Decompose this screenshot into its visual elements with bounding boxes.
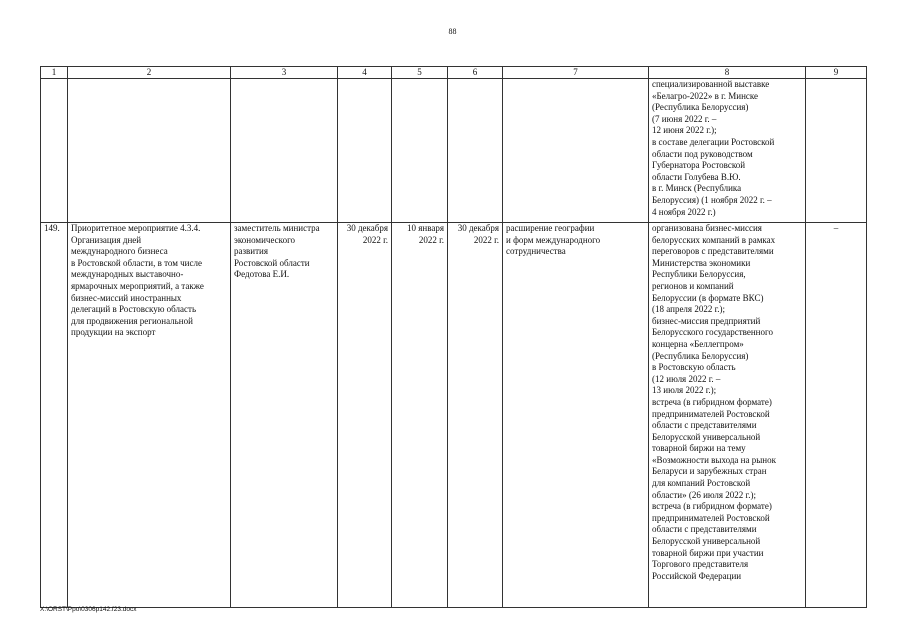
text-line: 2022 г. bbox=[418, 234, 444, 245]
text-line: Белоруссии (в формате ВКС) bbox=[652, 292, 764, 303]
cell-empty bbox=[68, 79, 231, 223]
text-line: 12 июня 2022 г.); bbox=[652, 125, 717, 136]
cell-achieved-result bbox=[649, 223, 806, 608]
text-line: бизнес-миссий иностранных bbox=[71, 292, 182, 303]
cell-row-number: 149. bbox=[41, 223, 68, 608]
header-cell-1: 1 bbox=[41, 67, 68, 79]
header-cell-2: 2 bbox=[68, 67, 231, 79]
text-line: 2022 г. bbox=[473, 234, 499, 245]
header-cell-6: 6 bbox=[448, 67, 503, 79]
text-line: международного бизнеса bbox=[71, 246, 168, 257]
text-line: и форм международного bbox=[506, 234, 601, 245]
text-line: предпринимателей Ростовской bbox=[652, 408, 770, 419]
text-line: (Республика Белоруссия) bbox=[652, 102, 749, 113]
text-line: бизнес-миссия предприятий bbox=[652, 315, 761, 326]
text-line: Белоруссия) (1 ноября 2022 г. – bbox=[652, 194, 772, 205]
text-line: «Белагро-2022» в г. Минске bbox=[652, 90, 759, 101]
text-line: Российской Федерации bbox=[652, 570, 742, 581]
cell-empty bbox=[503, 79, 649, 223]
header-cell-4: 4 bbox=[338, 67, 392, 79]
cell-empty bbox=[231, 79, 338, 223]
text-line: (Республика Белоруссия) bbox=[652, 350, 749, 361]
text-line: международных выставочно- bbox=[71, 269, 184, 280]
header-cell-5: 5 bbox=[392, 67, 448, 79]
cell-notes: – bbox=[806, 223, 867, 608]
text-line: заместитель министра bbox=[234, 223, 320, 233]
text-line: 2022 г. bbox=[362, 234, 388, 245]
header-cell-3: 3 bbox=[231, 67, 338, 79]
text-line: Белорусской универсальной bbox=[652, 536, 761, 547]
text-line: Министерства экономики bbox=[652, 257, 751, 268]
text-line: товарной биржи при участии bbox=[652, 547, 764, 558]
text-line: (12 июля 2022 г. – bbox=[652, 373, 721, 384]
cell-actual-end bbox=[448, 223, 503, 608]
cell-results-continued bbox=[649, 79, 806, 223]
text-line: сотрудничества bbox=[506, 246, 566, 257]
text-line: переговоров с представителями bbox=[652, 246, 774, 257]
cell-activity bbox=[68, 223, 231, 608]
text-line: для продвижения региональной bbox=[71, 315, 193, 326]
cell-responsible bbox=[231, 223, 338, 608]
text-line: «Возможности выхода на рынок bbox=[652, 454, 776, 465]
cell-empty bbox=[338, 79, 392, 223]
text-line: Федотова Е.И. bbox=[234, 269, 290, 280]
text-line: в составе делегации Ростовской bbox=[652, 136, 775, 147]
text-line: 4 ноября 2022 г.) bbox=[652, 206, 716, 217]
text-line: концерна «Беллегпром» bbox=[652, 338, 744, 349]
cell-empty bbox=[448, 79, 503, 223]
text-line: Ростовской области bbox=[234, 257, 310, 268]
text-line: Организация дней bbox=[71, 234, 142, 245]
text-line: товарной биржи на тему bbox=[652, 443, 746, 454]
text-line: 10 января bbox=[407, 223, 444, 233]
header-cell-9: 9 bbox=[806, 67, 867, 79]
text-line: 30 декабря bbox=[346, 223, 388, 233]
report-table bbox=[40, 66, 867, 608]
text-line: 13 июля 2022 г.); bbox=[652, 385, 717, 396]
text-line: области» (26 июля 2022 г.); bbox=[652, 489, 756, 500]
text-line: области с представителями bbox=[652, 420, 757, 431]
text-line: встреча (в гибридном формате) bbox=[652, 501, 772, 512]
text-line: в Ростовской области, в том числе bbox=[71, 257, 202, 268]
text-line: продукции на экспорт bbox=[71, 327, 156, 338]
text-line: регионов и компаний bbox=[652, 280, 734, 291]
text-line: Беларуси и зарубежных стран bbox=[652, 466, 767, 477]
text-line: Торгового представителя bbox=[652, 559, 749, 570]
text-line: Белорусского государственного bbox=[652, 327, 773, 338]
text-line: для компаний Ростовской bbox=[652, 478, 751, 489]
cell-empty bbox=[392, 79, 448, 223]
text-line: специализированной выставке bbox=[652, 79, 770, 89]
text-line: в Ростовскую область bbox=[652, 362, 736, 373]
text-line: в г. Минск (Республика bbox=[652, 183, 742, 194]
text-line: развития bbox=[234, 246, 269, 257]
text-line: организована бизнес-миссия bbox=[652, 223, 762, 233]
text-line: Белорусской универсальной bbox=[652, 431, 761, 442]
cell-empty bbox=[41, 79, 68, 223]
cell-actual-start bbox=[392, 223, 448, 608]
text-line: Губернатора Ростовской bbox=[652, 160, 746, 171]
text-line: области под руководством bbox=[652, 148, 753, 159]
text-line: (7 июня 2022 г. – bbox=[652, 113, 717, 124]
text-line: области с представителями bbox=[652, 524, 757, 535]
table-row-149 bbox=[41, 223, 867, 608]
cell-planned-end bbox=[338, 223, 392, 608]
text-line: белорусских компаний в рамках bbox=[652, 234, 776, 245]
table-row-continued bbox=[41, 79, 867, 223]
text-line: Приоритетное мероприятие 4.3.4. bbox=[71, 223, 201, 233]
text-line: области Голубева В.Ю. bbox=[652, 171, 741, 182]
page-number: 88 bbox=[448, 27, 457, 36]
text-line: экономического bbox=[234, 234, 296, 245]
header-row bbox=[41, 67, 867, 79]
cell-empty bbox=[806, 79, 867, 223]
text-line: (18 апреля 2022 г.); bbox=[652, 304, 725, 315]
footer-file-path: X:\ORST\Ppo\0306p142.f23.docx bbox=[40, 606, 137, 613]
header-cell-8: 8 bbox=[649, 67, 806, 79]
text-line: расширение географии bbox=[506, 223, 595, 233]
text-line: делегаций в Ростовскую область bbox=[71, 304, 197, 315]
text-line: Республики Белоруссия, bbox=[652, 269, 746, 280]
text-line: ярмарочных мероприятий, а также bbox=[71, 280, 204, 291]
cell-expected-result bbox=[503, 223, 649, 608]
header-cell-7: 7 bbox=[503, 67, 649, 79]
text-line: встреча (в гибридном формате) bbox=[652, 396, 772, 407]
text-line: 30 декабря bbox=[457, 223, 499, 233]
text-line: предпринимателей Ростовской bbox=[652, 512, 770, 523]
